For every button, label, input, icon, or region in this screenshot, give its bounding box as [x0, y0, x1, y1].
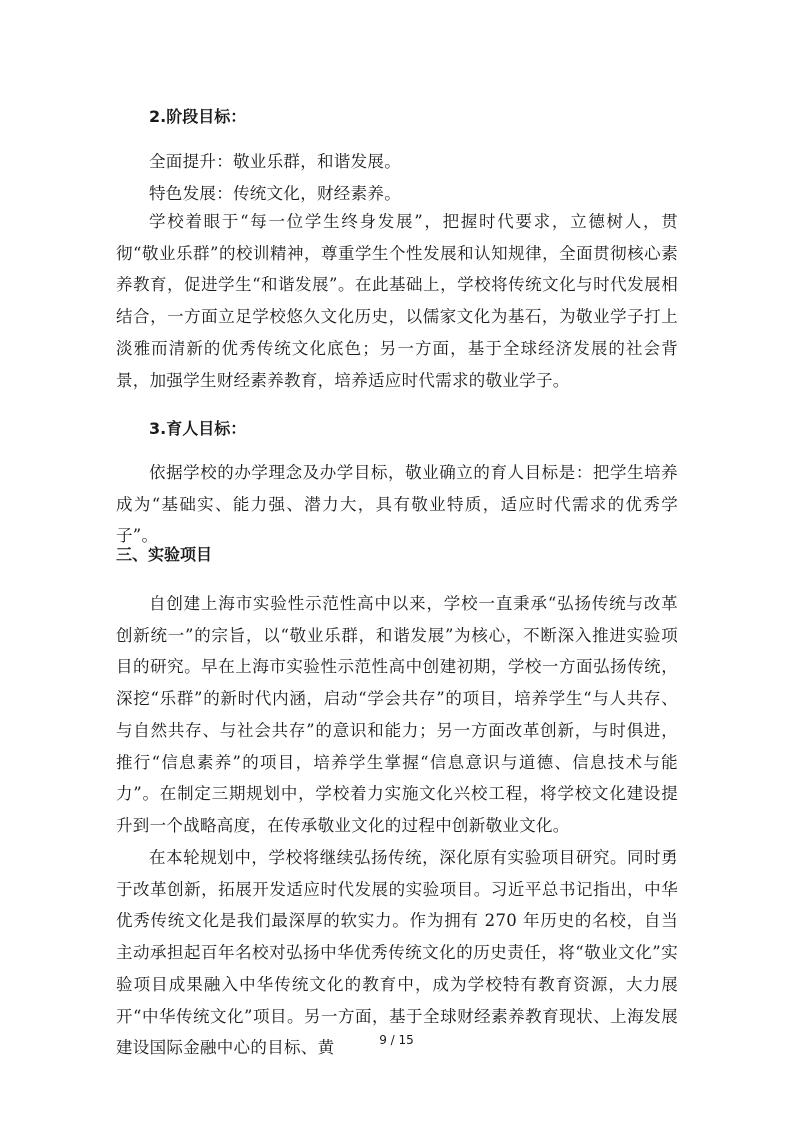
stage-goal-heading: 2.阶段目标：: [149, 107, 247, 126]
stage-goal-paragraph: 学校着眼于“每一位学生终身发展”，把握时代要求，立德树人，贯彻“敬业乐群”的校训精神，尊重学生个性发展和认知规律，全面贯彻核心素养教育，促进学生“和谐发展”。在此基础上，学校将传统文化与时代发展相结合，一方面立足学校悠久文化历史，以儒家文化为基石，为敬业学子打上淡雅而清新的优秀传统文化底色；另一方面，基于全球经济发展的社会背景，加强学生财经素养教育，培养适应时代需求的敬业学子。: [116, 212, 678, 390]
education-goal-paragraph: 依据学校的办学理念及办学目标，敬业确立的育人目标是：把学生培养成为“基础实、能力强、潜力大，具有敬业特质，适应时代需求的优秀学子”。: [116, 463, 678, 546]
page-number: 9 / 15: [379, 1033, 414, 1047]
education-goal-heading: 3.育人目标：: [149, 419, 247, 438]
experiment-paragraph-2: 在本轮规划中，学校将继续弘扬传统，深化原有实验项目研究。同时勇于改革创新，拓展开发适应时代发展的实验项目。习近平总书记指出，中华优秀传统文化是我们最深厚的软实力。作为拥有 270 年历史的名校，自当主动承担起百年名校对弘扬中华优秀传统文化的历史责任，将“敬业文化”实验项目成果融入中华传统文化的教育中，成为学校特有教育资源，大力展开“中华传统文化”项目。另一方面，基于全球财经素养教育现状、上海发展建设国际金融中心的目标、黄: [116, 848, 678, 1058]
stage-goal-line-1: 全面提升：敬业乐群，和谐发展。: [149, 152, 401, 171]
stage-goal-line-2: 特色发展：传统文化，财经素养。: [149, 184, 401, 203]
experiment-heading: 三、实验项目: [116, 545, 213, 564]
experiment-paragraph-1: 自创建上海市实验性示范性高中以来，学校一直秉承“弘扬传统与改革创新统一”的宗旨，以“敬业乐群，和谐发展”为核心，不断深入推进实验项目的研究。早在上海市实验性示范性高中创建初期，学校一方面弘扬传统，深挖“乐群”的新时代内涵，启动“学会共存”的项目，培养学生“与人共存、与自然共存、与社会共存”的意识和能力；另一方面改革创新，与时俱进，推行“信息素养”的项目，培养学生掌握“信息意识与道德、信息技术与能力”。在制定三期规划中，学校着力实施文化兴校工程，将学校文化建设提升到一个战略高度，在传承敬业文化的过程中创新敬业文化。: [116, 594, 678, 835]
